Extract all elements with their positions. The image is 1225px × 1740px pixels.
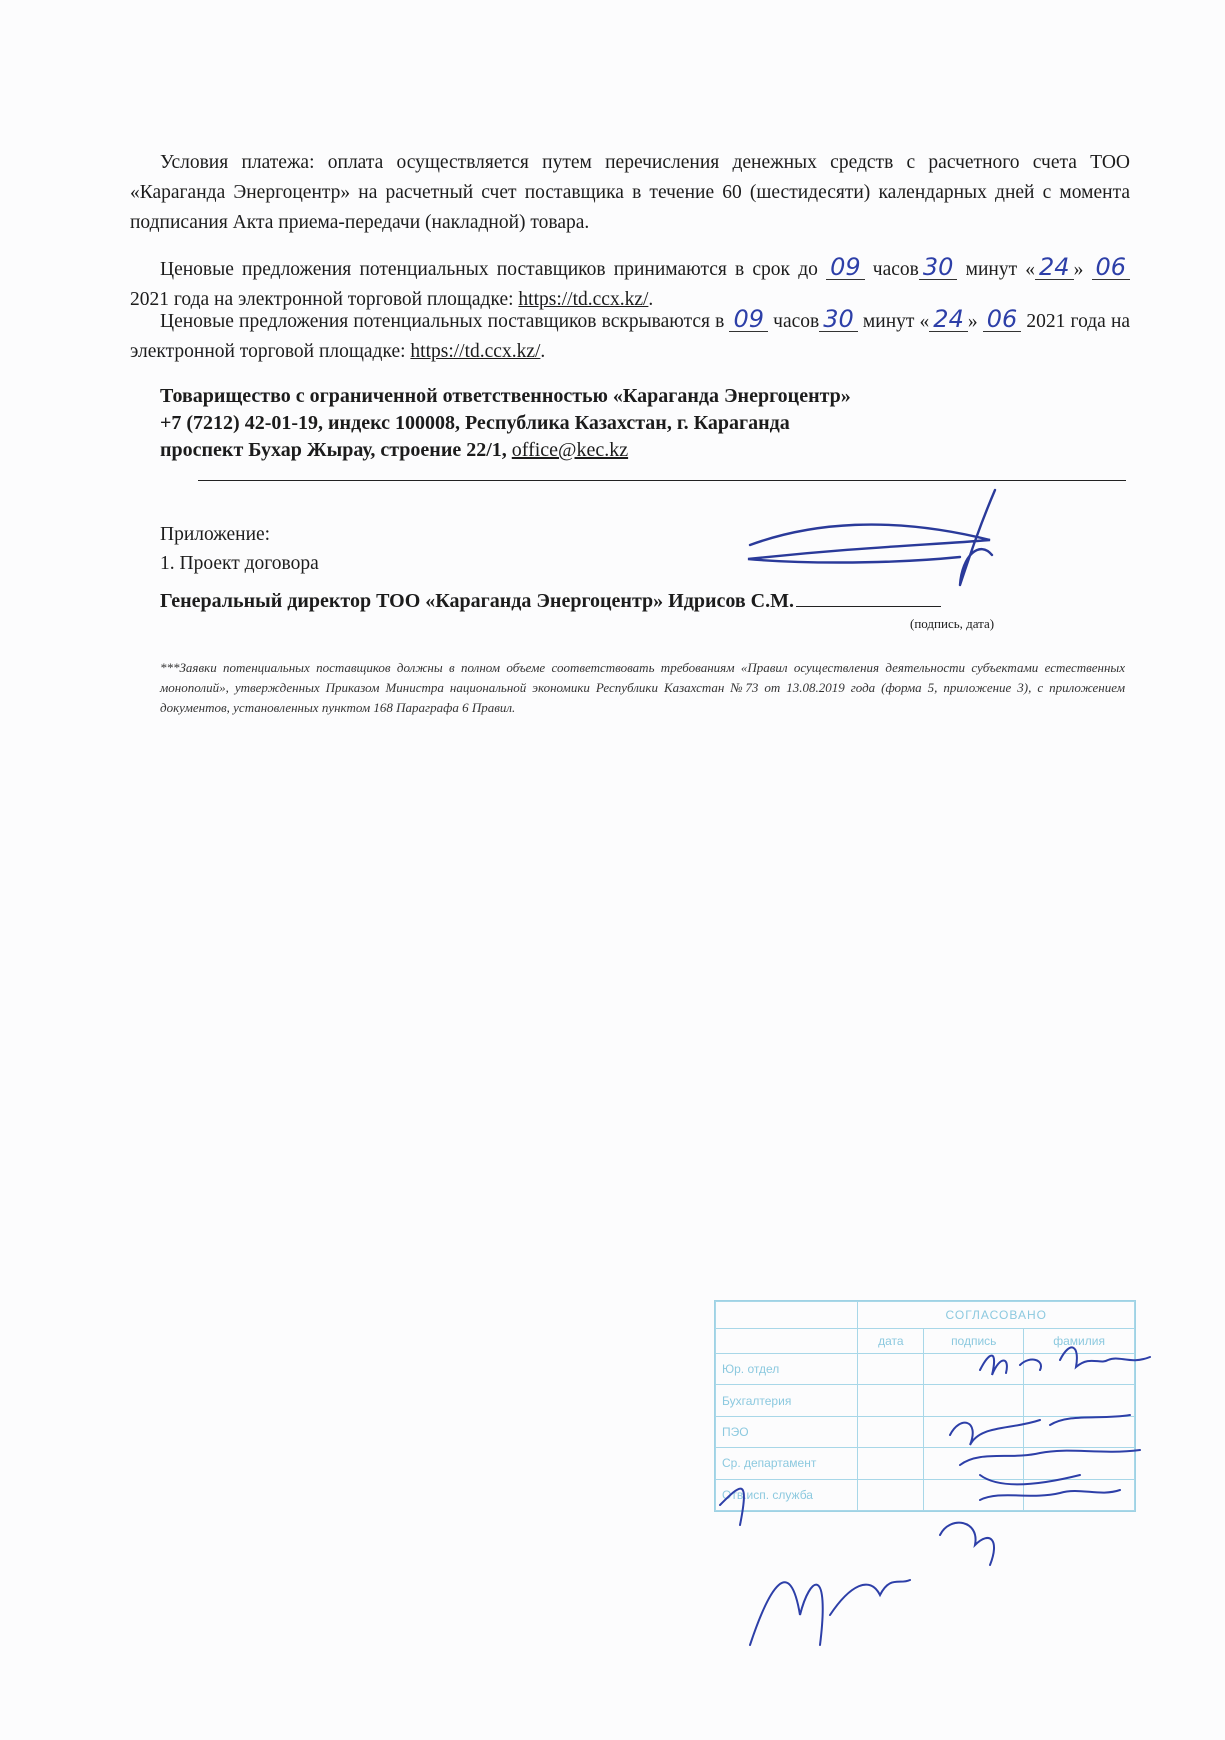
accept-month: 06 (1092, 255, 1131, 280)
appendix-label: Приложение: (160, 524, 271, 545)
appendix-item: 1. Проект договора (160, 553, 319, 574)
open-hour: 09 (729, 307, 768, 332)
company-email-link[interactable]: office@kec.kz (511, 439, 629, 461)
accept-after: 2021 года на электронной торговой площадке: (130, 289, 514, 310)
signature-caption: (подпись, дата) (910, 616, 995, 631)
open-minute: 30 (819, 307, 858, 332)
open-hour-word: часов (773, 311, 820, 332)
stamp-title: СОГЛАСОВАНО (858, 1302, 1135, 1329)
stamp-row-label: ПЭО (716, 1416, 858, 1447)
open-day: 24 (929, 307, 968, 332)
company-name: Товарищество с ограниченной ответственностью «Караганда Энергоцентр» (160, 385, 851, 407)
footnote: ***Заявки потенциальных поставщиков должны в полном объеме соответствовать требованиям «Правил осуществления деятельности субъектами естественных монополий», утвержденных Приказом Министра национальной экономики Республики Казахстан №73 от 13.08.2019 года (форма 5, приложение 3), с приложением документов, установленных пунктом 168 Параграфа 6 Правил. (160, 660, 1125, 715)
appendix (160, 520, 319, 578)
stamp-col-name: фамилия (1024, 1329, 1135, 1354)
company-street (160, 437, 1120, 464)
payment-terms (130, 148, 1130, 238)
accept-text: Ценовые предложения потенциальных поставщиков принимаются в срок до (160, 259, 818, 280)
director-line (160, 590, 941, 613)
accept-minute-word: минут (965, 259, 1018, 280)
director-signature (730, 485, 1060, 595)
open-after: 2021 года на электронной торговой площадке: (130, 311, 1131, 362)
company-street-text: проспект Бухар Жырау, строение 22/1, (160, 439, 507, 461)
open-month: 06 (983, 307, 1022, 332)
payment-terms-text: Условия платежа: оплата осуществляется путем перечисления денежных средств с расчетного счета ТОО «Караганда Энергоцентр» на расчетный счет поставщика в течение 60 (шестидесяти) календарных дней с момента подписания Акта приема-передачи (накладной) товара. (130, 152, 1130, 233)
accept-hour-word: часов (872, 259, 919, 280)
stamp-signatures (680, 1325, 1180, 1725)
director-text: Генеральный директор ТОО «Караганда Энергоцентр» Идрисов С.М. (160, 590, 794, 612)
open-terms: Ценовые предложения потенциальных поставщиков вскрываются в 09 часов 30 минут « 24 » 06 2021 года на электронной торговой площадке: https://td.ccx.kz/. (130, 305, 1131, 362)
open-url-link[interactable]: https://td.ccx.kz/ (410, 341, 541, 362)
open-minute-word: минут (862, 311, 915, 332)
accept-url-link[interactable]: https://td.ccx.kz/ (518, 289, 649, 310)
company-details (160, 383, 1120, 464)
stamp-col-sign: подпись (924, 1329, 1024, 1354)
stamp-row-label: Бухгалтерия (716, 1385, 858, 1416)
open-text: Ценовые предложения потенциальных поставщиков вскрываются в (160, 311, 725, 332)
accept-minute: 30 (919, 255, 958, 280)
stamp-row-label: Отв.исп. служба (716, 1479, 858, 1510)
company-phone-address: +7 (7212) 42-01-19, индекс 100008, Республика Казахстан, г. Караганда (160, 412, 790, 434)
divider (198, 480, 1126, 481)
accept-terms: Ценовые предложения потенциальных поставщиков принимаются в срок до 09 часов 30 минут « 24 » 06 2021 года на электронной торговой площадке: https://td.ccx.kz/. (130, 255, 1130, 315)
accept-day: 24 (1035, 255, 1074, 280)
accept-hour: 09 (826, 255, 865, 280)
stamp-col-date: дата (858, 1329, 924, 1354)
stamp-row-label: Ср. департамент (716, 1448, 858, 1479)
signature-line (796, 590, 941, 607)
stamp-row-label: Юр. отдел (716, 1354, 858, 1385)
